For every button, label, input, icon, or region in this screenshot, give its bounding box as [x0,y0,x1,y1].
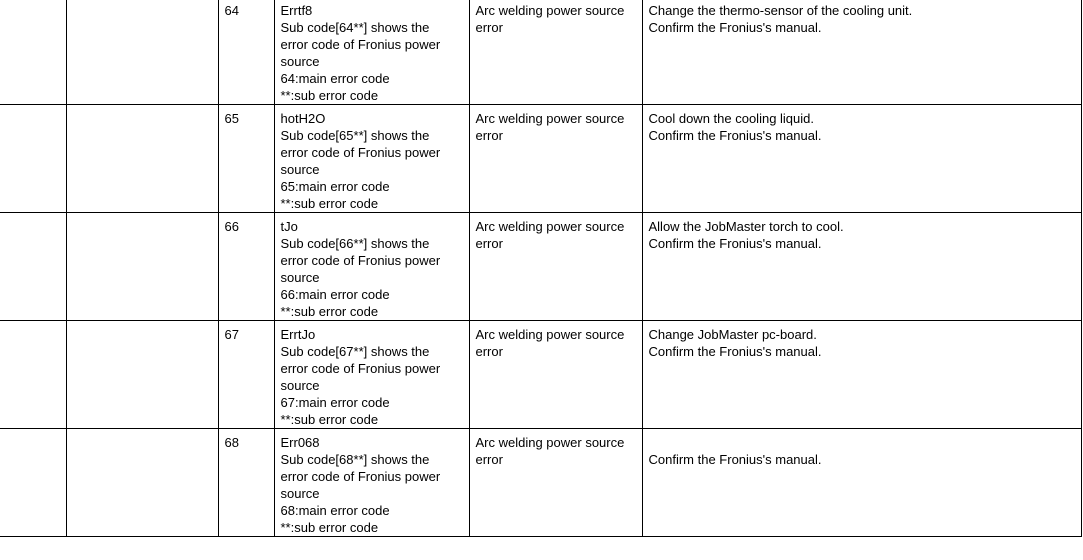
cause-line: error [475,20,503,35]
empty-cell-category [0,213,66,321]
remedy-line: Confirm the Fronius's manual. [648,20,822,35]
error-name: Errtf8 [280,3,313,18]
error-name: Err068 [280,435,320,450]
table-row [0,429,1081,537]
error-detail-line: 64:main error code [280,71,390,86]
cause-line: Arc welding power source [475,435,625,450]
error-detail-line: 68:main error code [280,503,390,518]
table-row [0,321,1081,429]
error-detail-line: source [280,270,320,285]
error-code-cell [218,213,274,321]
error-code: 65 [224,111,239,126]
cause-line: Arc welding power source [475,327,625,342]
cause-line: error [475,236,503,251]
remedy-line: Change JobMaster pc-board. [648,327,817,342]
error-detail-line: error code of Fronius power [280,253,441,268]
cause-cell [469,429,642,537]
error-detail-line: error code of Fronius power [280,145,441,160]
error-detail-line: 65:main error code [280,179,390,194]
error-code-cell [218,321,274,429]
cause-line: error [475,128,503,143]
error-detail-line: 66:main error code [280,287,390,302]
cause-line: Arc welding power source [475,219,625,234]
error-code: 67 [224,327,239,342]
empty-cell-group [66,213,218,321]
error-detail-line: 67:main error code [280,395,390,410]
error-detail-line: Sub code[65**] shows the [280,128,430,143]
error-name: ErrtJo [280,327,316,342]
empty-cell-group [66,321,218,429]
error-code: 66 [224,219,239,234]
remedy-cell [642,429,1081,537]
error-detail-line: error code of Fronius power [280,361,441,376]
error-detail-line: source [280,54,320,69]
remedy-cell [642,105,1081,213]
error-detail-line: error code of Fronius power [280,469,441,484]
empty-cell-group [66,0,218,105]
error-code-cell [218,429,274,537]
empty-cell-category [0,0,66,105]
error-code: 68 [224,435,239,450]
error-detail-line: **:sub error code [280,520,379,535]
table-row [0,0,1081,105]
error-detail-line: source [280,486,320,501]
remedy-line: Cool down the cooling liquid. [648,111,814,126]
error-detail-line: **:sub error code [280,196,379,211]
error-detail-line: error code of Fronius power [280,37,441,52]
empty-cell-group [66,429,218,537]
remedy-line: Change the thermo-sensor of the cooling unit. [648,3,913,18]
error-code-cell [218,0,274,105]
remedy-line: Confirm the Fronius's manual. [648,236,822,251]
empty-cell-category [0,321,66,429]
cause-cell [469,213,642,321]
remedy-cell [642,0,1081,105]
remedy-line: Confirm the Fronius's manual. [648,128,822,143]
error-detail-line: **:sub error code [280,412,379,427]
remedy-cell [642,213,1081,321]
remedy-line: Allow the JobMaster torch to cool. [648,219,844,234]
error-code-cell [218,105,274,213]
empty-cell-group [66,105,218,213]
error-description-cell [274,321,469,429]
error-detail-line: Sub code[66**] shows the [280,236,430,251]
error-description-cell [274,0,469,105]
error-description-cell [274,213,469,321]
error-detail-line: **:sub error code [280,88,379,103]
table-row [0,213,1081,321]
error-detail-line: Sub code[68**] shows the [280,452,430,467]
error-detail-line: Sub code[64**] shows the [280,20,430,35]
cause-cell [469,105,642,213]
empty-cell-category [0,429,66,537]
error-code: 64 [224,3,239,18]
remedy-cell [642,321,1081,429]
error-description-cell [274,429,469,537]
error-name: tJo [280,219,298,234]
error-detail-line: source [280,162,320,177]
error-description-cell [274,105,469,213]
cause-cell [469,0,642,105]
remedy-line: Confirm the Fronius's manual. [648,452,822,467]
error-detail-line: Sub code[67**] shows the [280,344,430,359]
error-name: hotH2O [280,111,326,126]
remedy-line: Confirm the Fronius's manual. [648,344,822,359]
cause-cell [469,321,642,429]
error-detail-line: **:sub error code [280,304,379,319]
remedy-line [649,434,1075,451]
error-detail-line: source [280,378,320,393]
cause-line: error [475,344,503,359]
cause-line: error [475,452,503,467]
cause-line: Arc welding power source [475,111,625,126]
empty-cell-category [0,105,66,213]
cause-line: Arc welding power source [475,3,625,18]
table-row [0,105,1081,213]
